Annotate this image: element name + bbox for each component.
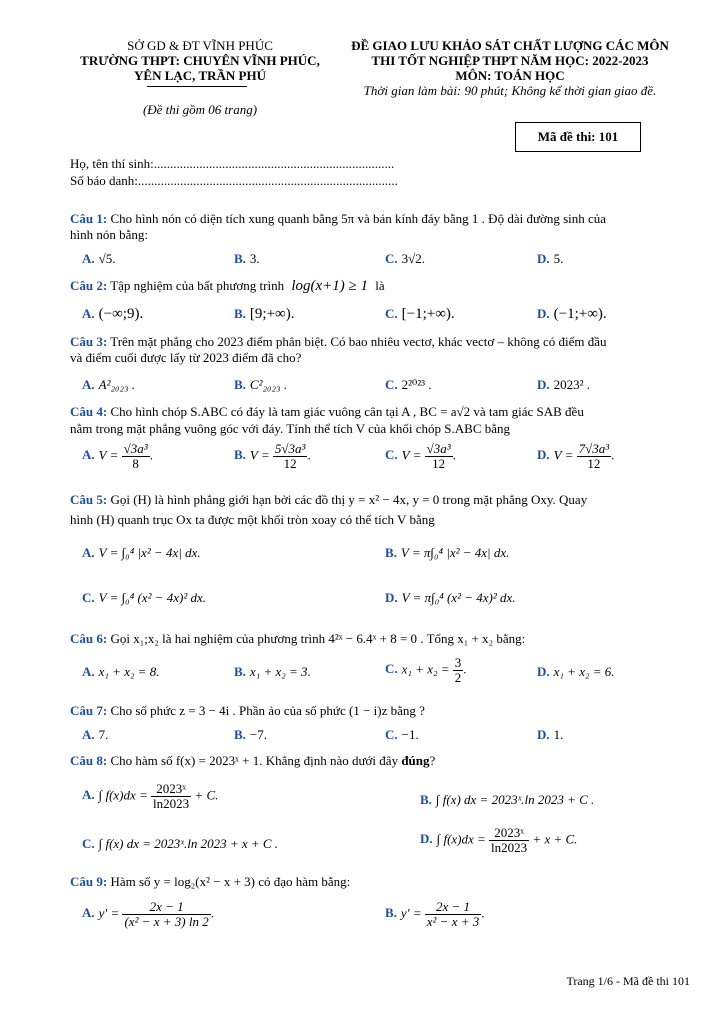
option-b[interactable]: B. ∫ f(x) dx = 2023ˣ.ln 2023 + C . [420, 792, 595, 807]
school-header [70, 38, 330, 83]
option-a[interactable]: A. V = ∫₀⁴ |x² − 4x| dx. [82, 545, 201, 560]
question-4-cont: nằm trong mặt phẳng vuông góc với đáy. Tính thể tích V của khối chóp S.ABC bằng [70, 421, 511, 436]
question-1-options [82, 251, 722, 269]
question-3-options [82, 377, 722, 397]
option-b[interactable]: B. C²₂₀₂₃ . [234, 377, 288, 392]
subject: MÔN: TOÁN HỌC [455, 68, 565, 83]
option-a[interactable]: A. (−∞;9). [82, 306, 144, 322]
option-a[interactable]: A. A²₂₀₂₃ . [82, 377, 136, 392]
pages-note: (Đề thi gồm 06 trang) [142, 102, 258, 117]
inequality-expr: log(x+1) ≥ 1 [291, 278, 368, 294]
question-7: Câu 7: Cho số phức z = 3 − 4i . Phần ảo của số phức (1 − i)z bằng ? [70, 703, 425, 718]
question-2: Câu 2: Tập nghiệm của bất phương trình log(x+1) ≥ 1 là [70, 278, 385, 294]
option-a[interactable]: A. ∫ f(x)dx = $\frac{\text{2023ˣ}}{\ln 2023}$ + C. [82, 781, 219, 811]
option-a[interactable]: A. 7. [82, 727, 109, 742]
question-6-options [82, 656, 722, 692]
option-d[interactable]: D. ∫ f(x)dx = $\frac{\text{2023ˣ}}{\ln 2023}$ + x + C. [420, 825, 578, 855]
question-8-options-row1 [82, 782, 722, 818]
exam-header [330, 38, 690, 98]
option-d[interactable]: D. x₁ + x₂ = 6. [537, 664, 615, 679]
option-a[interactable]: A. x₁ + x₂ = 8. [82, 664, 160, 679]
header-divider [147, 86, 247, 87]
exam-code-box: Mã đề thi: 101 [515, 122, 641, 152]
question-8-options-row2 [82, 826, 722, 862]
option-c[interactable]: C. 2²⁰²³ . [385, 377, 432, 392]
school-name-line2: YÊN LẠC, TRẦN PHÚ [134, 68, 266, 83]
question-6: Câu 6: Gọi x₁;x₂ là hai nghiệm của phương trình 4²ˣ − 6.4ˣ + 8 = 0 . Tổng x₁ + x₂ bằng: [70, 631, 526, 646]
option-c[interactable]: C. V = $\frac{\text{√3a³}}{12}$ . [385, 441, 456, 471]
option-d[interactable]: D. V = π∫₀⁴ (x² − 4x)² dx. [385, 590, 516, 605]
option-c[interactable]: C. ∫ f(x) dx = 2023ˣ.ln 2023 + x + C . [82, 836, 279, 851]
question-5: Câu 5: Gọi (H) là hình phẳng giới hạn bởi các đồ thị y = x² − 4x, y = 0 trong mặt phẳng Oxy. Quay [70, 492, 588, 507]
option-a[interactable]: A. V = $\frac{\text{√3a³}}{8}$ . [82, 441, 153, 471]
candidate-id-line: Số báo danh:................................................................................ [70, 173, 398, 188]
question-9: Câu 9: Hàm số y = log₂(x² − x + 3) có đạo hàm bằng: [70, 874, 351, 889]
option-c[interactable]: C. −1. [385, 727, 419, 742]
question-text: Cho hình nón có diện tích xung quanh bằng 5π và bán kính đáy bằng 1 . Độ dài đường sinh của [110, 211, 607, 226]
option-b[interactable]: B. y' = $\frac{2x - 1}{\text{x² − x + 3}}$ . [385, 899, 485, 929]
option-b[interactable]: B. V = $\frac{\text{5√3a³}}{12}$ . [234, 441, 311, 471]
emphasis-word: đúng [401, 753, 430, 768]
exam-title-2: THI TỐT NGHIỆP THPT NĂM HỌC: 2022-2023 [371, 53, 649, 68]
option-c[interactable]: C. 3√2. [385, 251, 426, 266]
question-9-options [82, 900, 722, 940]
question-label: Câu 1: [70, 211, 108, 226]
option-d[interactable]: D. 2023² . [537, 377, 591, 392]
option-c[interactable]: C. [−1;+∞). [385, 306, 455, 322]
question-7-options [82, 727, 722, 745]
school-name-line1: TRƯỜNG THPT: CHUYÊN VĨNH PHÚC, [80, 53, 320, 68]
option-d[interactable]: D. V = $\frac{\text{7√3a³}}{12}$ . [537, 441, 615, 471]
question-1-cont: hình nón bằng: [70, 227, 148, 242]
candidate-name-line: Họ, tên thí sinh:.......................................................................... [70, 156, 395, 171]
option-a[interactable]: A. √5. [82, 251, 116, 266]
option-b[interactable]: B. V = π∫₀⁴ |x² − 4x| dx. [385, 545, 510, 560]
question-8: Câu 8: Cho hàm số f(x) = 2023ˣ + 1. Khẳng định nào dưới đây đúng? [70, 753, 436, 768]
question-3: Câu 3: Trên mặt phẳng cho 2023 điểm phân biệt. Có bao nhiêu vectơ, khác vectơ – không có điểm đầu [70, 334, 607, 349]
option-a[interactable]: A. y' = $\frac{2x - 1}{\text{(x² − x + 3) ln 2}}$ . [82, 899, 214, 929]
question-5-cont: hình (H) quanh trục Ox ta được một khối tròn xoay có thể tích V bằng [70, 512, 435, 527]
question-4: Câu 4: Cho hình chóp S.ABC có đáy là tam giác vuông cân tại A , BC = a√2 và tam giác SAB đều [70, 404, 584, 419]
question-4-options [82, 442, 722, 482]
question-5-options-row1 [82, 545, 722, 565]
question-1 [70, 211, 710, 227]
department-name: SỞ GD & ĐT VĨNH PHÚC [127, 38, 273, 53]
option-d[interactable]: D. 1. [537, 727, 564, 742]
option-d[interactable]: D. 5. [537, 251, 564, 266]
option-c[interactable]: C. V = ∫₀⁴ (x² − 4x)² dx. [82, 590, 207, 605]
option-b[interactable]: B. [9;+∞). [234, 306, 295, 322]
time-note: Thời gian làm bài: 90 phút; Không kể thời gian giao đề. [363, 83, 657, 98]
question-5-options-row2 [82, 590, 722, 610]
option-c[interactable]: C. x₁ + x₂ = $\frac{3}{2}$ . [385, 655, 467, 685]
exam-title-1: ĐỀ GIAO LƯU KHẢO SÁT CHẤT LƯỢNG CÁC MÔN [351, 38, 669, 53]
question-3-cont: và điểm cuối được lấy từ 2023 điểm đã cho? [70, 350, 302, 365]
option-b[interactable]: B. x₁ + x₂ = 3. [234, 664, 311, 679]
option-b[interactable]: B. −7. [234, 727, 268, 742]
question-2-options [82, 306, 722, 326]
option-b[interactable]: B. 3. [234, 251, 260, 266]
option-d[interactable]: D. (−1;+∞). [537, 306, 607, 322]
page-footer: Trang 1/6 - Mã đề thi 101 [566, 974, 690, 988]
